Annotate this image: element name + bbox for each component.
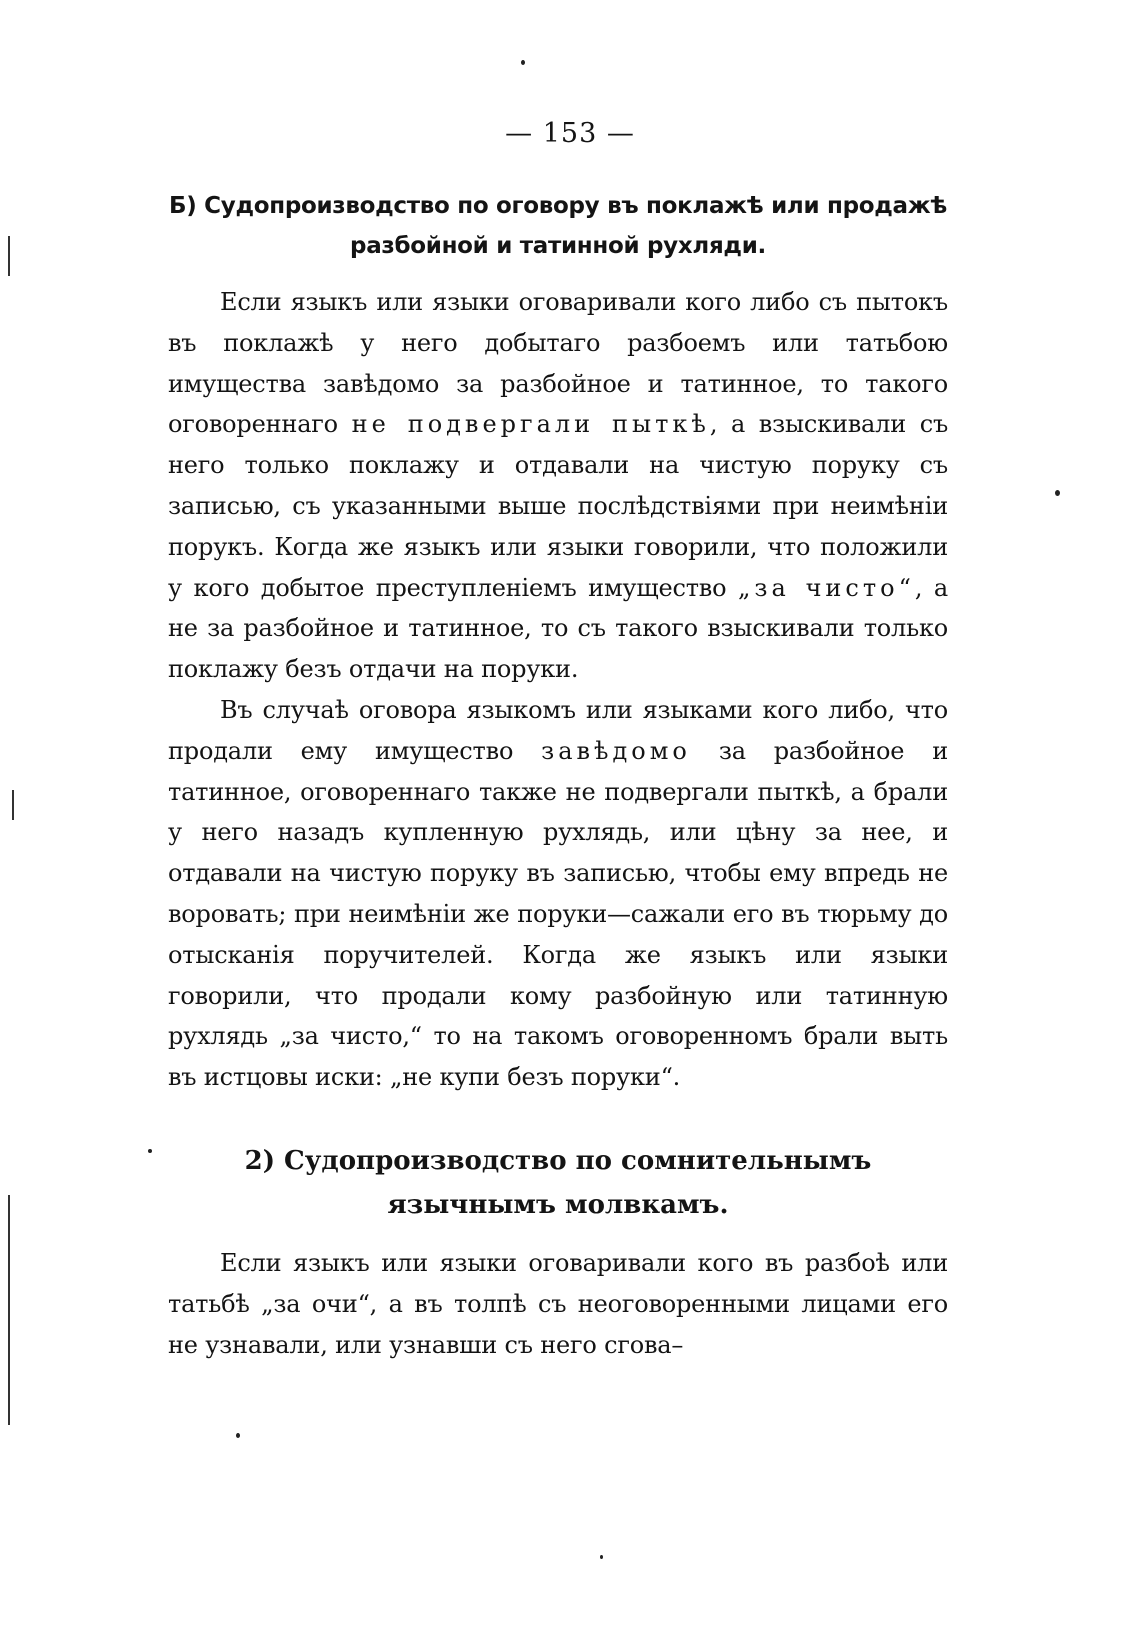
section-heading-2: 2) Судопроизводство по сомнительнымъ язычнымъ молвкамъ.: [244, 1146, 872, 1220]
section-body-2: [168, 1243, 948, 1365]
section-heading-b: Б) Судопроизводство по оговору въ поклажѣ или продажѣ разбойной и татинной рухляди.: [169, 193, 947, 259]
paragraph-1-text-a: Если языкъ или языки оговаривали кого либо съ пытокъ въ поклажѣ у него добытаго разбоемъ или татьбою имущества завѣдомо за разбойное и татинное, то такого оговореннаго: [168, 288, 948, 439]
spaced-emphasis-za-chisto: „за чисто“: [737, 573, 915, 602]
page-number: — 153 —: [505, 118, 635, 149]
paragraph-2: [168, 690, 948, 1098]
paragraph-1-text-b: , а взыскивали съ него только поклажу и отдавали на чистую поруку съ записью, съ указанными выше послѣдствіями при неимѣніи порукъ. Когда же языкъ или языки говорили, что положили у кого добытое преступленіемъ имущество: [168, 410, 949, 602]
scan-speck: [600, 1555, 603, 1559]
scan-speck: [521, 60, 525, 65]
scan-edge-mark: [8, 236, 10, 276]
scan-edge-mark: [12, 790, 14, 820]
scan-edge-mark: [8, 1195, 10, 1425]
scan-speck: [1055, 490, 1060, 496]
paragraph-1-text-c: , а не за разбойное и татинное, то съ такого взыскивали только поклажу безъ отдачи на поруки.: [168, 573, 949, 684]
spaced-emphasis-zavedomo: завѣдомо: [541, 736, 691, 765]
paragraph-3: Если языкъ или языки оговаривали кого въ разбоѣ или татьбѣ „за очи“, а въ толпѣ съ неоговоренными лицами его не узнавали, или узнавши съ него сгова–: [168, 1249, 948, 1359]
paragraph-2-text-a: Въ случаѣ оговора языкомъ или языками кого либо, что продали ему имущество: [168, 695, 948, 765]
scan-speck: [236, 1433, 240, 1438]
section-body-1: [168, 282, 948, 1098]
scan-speck: [148, 1149, 152, 1153]
spaced-emphasis-no-torture: не подвергали пыткѣ: [351, 410, 710, 439]
paragraph-2-text-b: за разбойное и татинное, оговореннаго также не подвергали пыткѣ, а брали у него назадъ купленную рухлядь, или цѣну за нее, и отдавали на чистую поруку въ записью, чтобы ему впредь не воровать; при неимѣніи же поруки—сажали его въ тюрьму до отысканія поручителей. Когда же языкъ или языки говорили, что продали кому разбойную или татинную рухлядь „за чисто,“ то на такомъ оговоренномъ брали выть въ истцовы иски: „не купи безъ поруки“.: [168, 736, 948, 1092]
paragraph-1: [168, 282, 948, 690]
